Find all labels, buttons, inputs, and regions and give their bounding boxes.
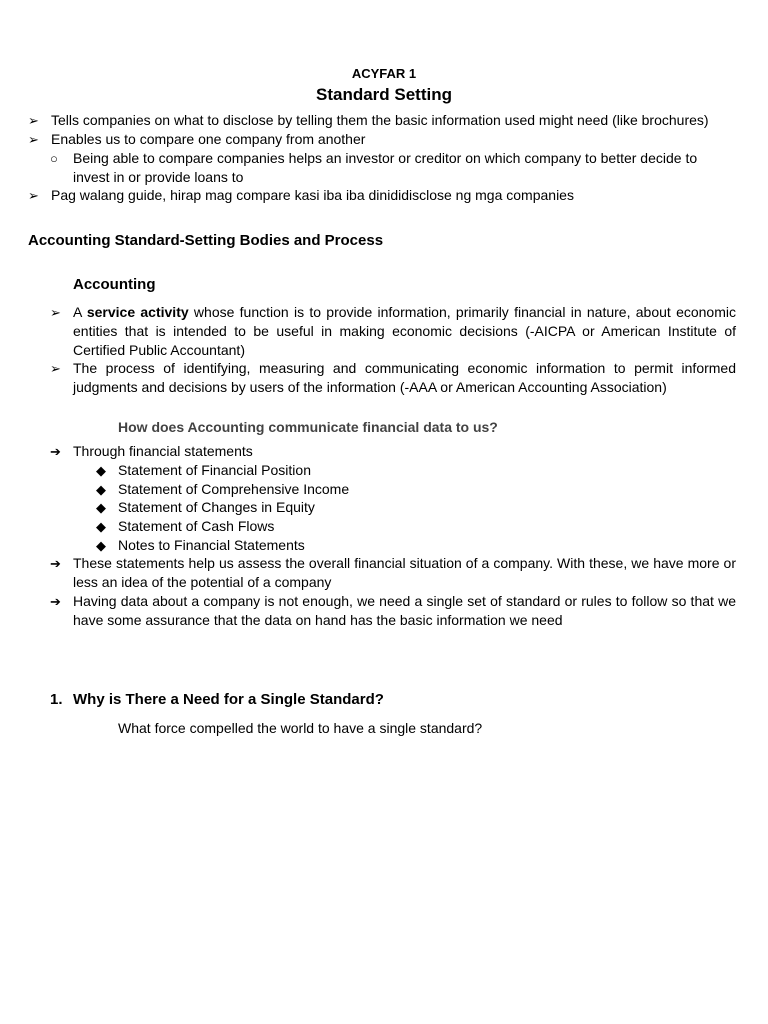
- list-item-text: Pag walang guide, hirap mag compare kasi iba iba dinididisclose ng mga companies: [51, 187, 574, 203]
- page-title: Standard Setting: [315, 85, 452, 104]
- chevron-bullet-icon: ➢: [50, 305, 61, 320]
- arrow-bullet-icon: ➔: [50, 556, 61, 571]
- list-item-text: Through financial statements: [73, 443, 253, 459]
- diamond-bullet-icon: ◆: [96, 482, 106, 497]
- list-item: [28, 130, 738, 149]
- list-item-text: Statement of Cash Flows: [118, 518, 275, 534]
- list-item: [28, 186, 738, 205]
- list-item: [50, 303, 736, 360]
- definition-prefix: A: [73, 304, 87, 320]
- list-item-text: Tells companies on what to disclose by telling them the basic information used might need (like brochures): [51, 112, 709, 128]
- arrow-bullet-icon: ➔: [50, 594, 61, 609]
- list-item-text: Being able to compare companies helps an investor or creditor on which company to better decide to invest in or provide loans to: [73, 150, 698, 185]
- numbered-heading: [50, 690, 736, 710]
- list-item: [50, 592, 736, 630]
- list-item: [50, 554, 736, 592]
- definition-text: [73, 303, 736, 360]
- list-item: [96, 498, 736, 517]
- list-item: [50, 359, 736, 397]
- list-item: [28, 111, 738, 130]
- list-item-text: Statement of Changes in Equity: [118, 499, 315, 515]
- diamond-bullet-icon: ◆: [96, 500, 106, 515]
- list-item-text: Notes to Financial Statements: [118, 537, 305, 553]
- list-item: [50, 442, 736, 461]
- chevron-bullet-icon: ➢: [50, 361, 61, 376]
- circle-bullet-icon: ○: [50, 151, 58, 166]
- definition-text: The process of identifying, measuring and communicating economic information to permit informed judgments and decisions by users of the information (-AAA or American Accounting Association): [73, 360, 736, 395]
- list-item-text: Statement of Financial Position: [118, 462, 311, 478]
- list-item: [96, 517, 736, 536]
- diamond-bullet-icon: ◆: [96, 538, 106, 553]
- list-item-text: Having data about a company is not enough, we need a single set of standard or rules to follow so that we have some assurance that the data on hand has the basic information we need: [73, 593, 736, 628]
- diamond-bullet-icon: ◆: [96, 463, 106, 478]
- chevron-bullet-icon: ➢: [28, 188, 39, 203]
- chevron-bullet-icon: ➢: [28, 113, 39, 128]
- heading-number: 1.: [50, 691, 63, 708]
- list-item-text: These statements help us assess the overall financial situation of a company. With these, we have more or less an idea of the potential of a company: [73, 555, 736, 590]
- list-item: [96, 536, 736, 555]
- definition-body: whose function is to provide information, primarily financial in nature, about economic entities that is intended to be useful in making economic decisions (-AICPA or American Institute of Certified Public Accountant): [73, 304, 736, 358]
- question-heading: How does Accounting communicate financial data to us?: [118, 419, 498, 435]
- list-item: [96, 461, 736, 480]
- section-heading: Accounting Standard-Setting Bodies and Process: [28, 232, 384, 249]
- course-code: ACYFAR 1: [351, 66, 417, 81]
- chevron-bullet-icon: ➢: [28, 132, 39, 147]
- list-item-text: Enables us to compare one company from another: [51, 131, 366, 147]
- subsection-heading: Accounting: [73, 276, 156, 293]
- list-item: [50, 149, 736, 187]
- guiding-question: What force compelled the world to have a single standard?: [118, 720, 483, 736]
- arrow-bullet-icon: ➔: [50, 444, 61, 459]
- heading-text: Why is There a Need for a Single Standard?: [73, 691, 384, 708]
- diamond-bullet-icon: ◆: [96, 519, 106, 534]
- definition-emphasis: service activity: [86, 304, 189, 320]
- list-item: [96, 480, 736, 499]
- list-item-text: Statement of Comprehensive Income: [118, 481, 350, 497]
